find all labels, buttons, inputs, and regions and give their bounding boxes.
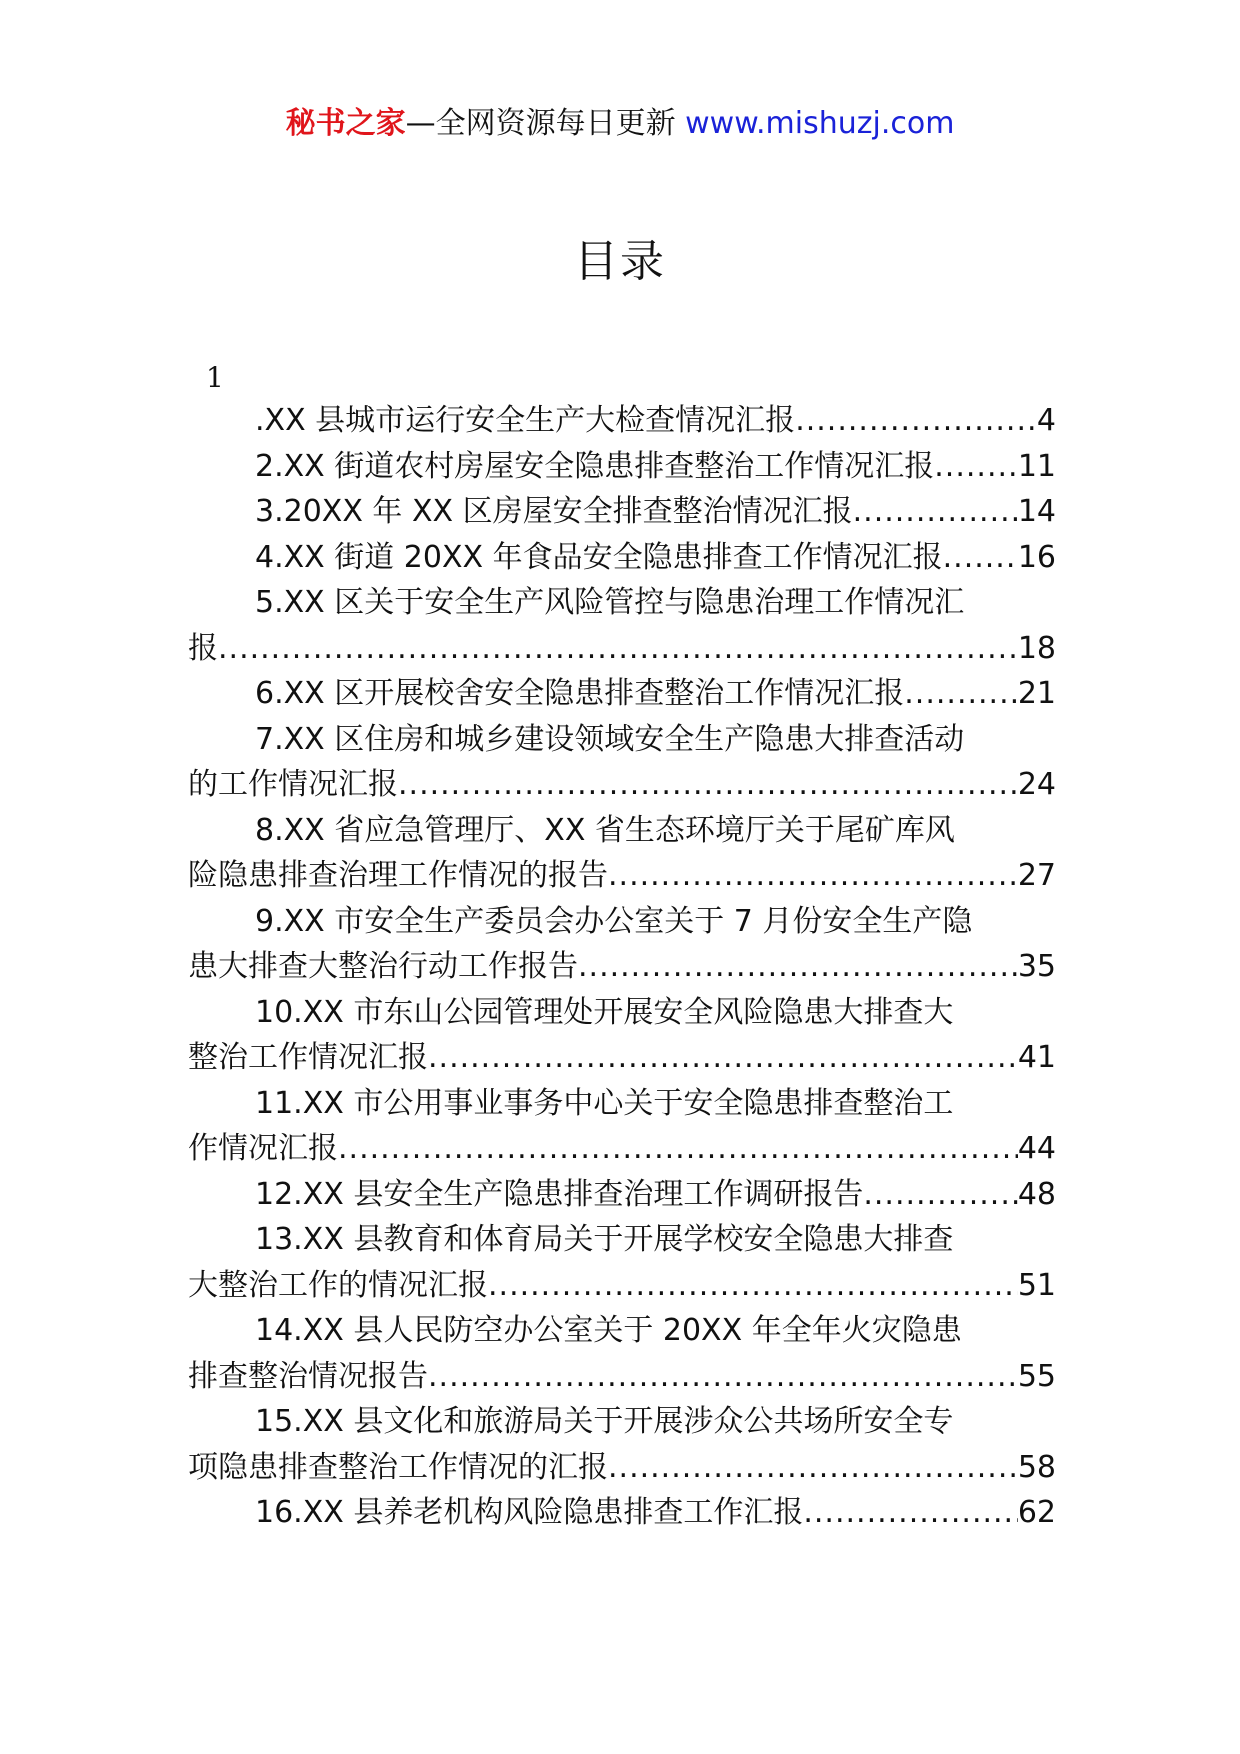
toc-page-number: 62 [1017,1495,1056,1530]
dot-leader [608,1445,1018,1491]
table-of-contents [188,398,1056,1536]
toc-entry-title: 4.XX 街道 20XX 年食品安全隐患排查工作情况汇报 [255,539,943,575]
toc-entry-line [188,1217,1056,1263]
toc-entry-title: .XX 县城市运行安全生产大检查情况汇报 [255,403,796,438]
toc-entry[interactable] [188,1308,1056,1399]
toc-entry-line [188,626,1056,672]
dot-leader [488,1263,1018,1309]
header-slogan: —全网资源每日更新 [405,106,676,141]
toc-entry-title: 13.XX 县教育和体育局关于开展学校安全隐患大排查 [255,1222,954,1257]
toc-page-number: 55 [1017,1358,1056,1394]
page-number: 1 [206,361,224,394]
toc-entry-line [188,1172,1056,1218]
site-url-link[interactable]: www.mishuzj.com [685,106,955,141]
toc-entry-line [188,944,1056,990]
toc-page-number: 14 [1017,494,1056,529]
dot-leader [803,1490,1017,1536]
dot-leader [578,944,1018,990]
toc-entry-title: 14.XX 县人民防空办公室关于 20XX 年全年火灾隐患 [255,1313,962,1348]
toc-entry-line [188,853,1056,899]
dot-leader [904,671,1018,717]
toc-entry[interactable] [188,444,1056,490]
dot-leader [428,1354,1018,1400]
dot-leader [338,1126,1018,1172]
toc-entry-title: 3.20XX 年 XX 区房屋安全排查整治情况汇报 [255,494,853,529]
toc-entry-title: 作情况汇报 [188,1131,338,1166]
toc-entry-title: 10.XX 市东山公园管理处开展安全风险隐患大排查大 [255,994,954,1030]
toc-page-number: 58 [1017,1449,1056,1485]
toc-entry[interactable] [188,580,1056,671]
toc-entry[interactable] [188,990,1056,1081]
dot-leader [934,444,1018,490]
toc-entry[interactable] [188,535,1056,581]
toc-entry[interactable] [188,1217,1056,1308]
toc-entry-line [188,1081,1056,1127]
dot-leader [218,626,1018,672]
toc-entry-line [188,489,1056,535]
toc-entry[interactable] [188,899,1056,990]
dot-leader [943,535,1018,581]
toc-entry-title: 12.XX 县安全生产隐患排查治理工作调研报告 [255,1176,864,1212]
dot-leader [608,853,1018,899]
dot-leader [398,762,1018,808]
toc-entry-title: 8.XX 省应急管理厅、XX 省生态环境厅关于尾矿库风 [255,812,955,848]
toc-page-number: 41 [1017,1040,1056,1075]
toc-entry[interactable] [188,1172,1056,1218]
toc-entry-line [188,535,1056,581]
dot-leader [863,1172,1017,1218]
toc-entry-title: 的工作情况汇报 [188,767,398,802]
toc-entry-line [188,1126,1056,1172]
toc-entry-line [188,1263,1056,1309]
toc-page-number: 18 [1017,630,1056,666]
toc-entry-line [188,1445,1056,1491]
dot-leader [853,489,1018,535]
toc-page-number: 27 [1017,858,1056,893]
toc-entry-title: 排查整治情况报告 [188,1358,428,1394]
toc-entry-title: 大整治工作的情况汇报 [188,1267,488,1303]
toc-page-number: 4 [1036,403,1056,438]
toc-entry-line [188,990,1056,1036]
toc-entry-line [188,580,1056,626]
toc-page-number: 51 [1017,1267,1056,1303]
toc-entry-title: 6.XX 区开展校舍安全隐患排查整治工作情况汇报 [255,676,905,711]
toc-page-number: 24 [1017,767,1056,802]
page-title: 目录 [574,236,666,287]
toc-entry[interactable] [188,1490,1056,1536]
toc-page-number: 21 [1017,676,1056,711]
toc-entry[interactable] [188,398,1056,444]
toc-entry-line [188,1490,1056,1536]
toc-entry-line [188,808,1056,854]
toc-entry-title: 5.XX 区关于安全生产风险管控与隐患治理工作情况汇 [255,585,965,620]
toc-entry-title: 15.XX 县文化和旅游局关于开展涉众公共场所安全专 [255,1404,954,1439]
toc-entry-title: 16.XX 县养老机构风险隐患排查工作汇报 [255,1495,804,1530]
brand-name: 秘书之家 [285,106,406,141]
toc-entry-title: 9.XX 市安全生产委员会办公室关于 7 月份安全生产隐 [255,903,973,939]
toc-entry[interactable] [188,671,1056,717]
toc-entry-line [188,1035,1056,1081]
toc-entry-title: 11.XX 市公用事业事务中心关于安全隐患排查整治工 [255,1085,954,1121]
toc-entry-title: 整治工作情况汇报 [188,1040,428,1075]
toc-entry-line [188,1399,1056,1445]
toc-entry-title: 险隐患排查治理工作情况的报告 [188,858,608,893]
toc-entry[interactable] [188,808,1056,899]
toc-entry-line [188,1308,1056,1354]
dot-leader [428,1035,1018,1081]
toc-entry-title: 患大排查大整治行动工作报告 [188,949,578,984]
toc-entry-line [188,671,1056,717]
toc-entry-title: 项隐患排查整治工作情况的汇报 [188,1449,608,1485]
toc-page-number: 35 [1017,949,1056,984]
toc-page-number: 11 [1017,448,1056,484]
toc-entry-line [188,444,1056,490]
site-header [0,104,1240,144]
toc-entry[interactable] [188,717,1056,808]
toc-entry-line [188,762,1056,808]
toc-page-number: 48 [1017,1176,1056,1212]
toc-entry[interactable] [188,489,1056,535]
toc-entry[interactable] [188,1081,1056,1172]
toc-entry-title: 报 [188,630,218,666]
toc-entry[interactable] [188,1399,1056,1490]
toc-entry-line [188,717,1056,763]
toc-entry-line [188,398,1056,444]
toc-page-number: 44 [1017,1131,1056,1166]
toc-entry-title: 7.XX 区住房和城乡建设领域安全生产隐患大排查活动 [255,721,965,757]
toc-page-number: 16 [1017,539,1056,575]
toc-entry-title: 2.XX 街道农村房屋安全隐患排查整治工作情况汇报 [255,448,935,484]
dot-leader [795,398,1037,444]
toc-entry-line [188,1354,1056,1400]
toc-entry-line [188,899,1056,945]
